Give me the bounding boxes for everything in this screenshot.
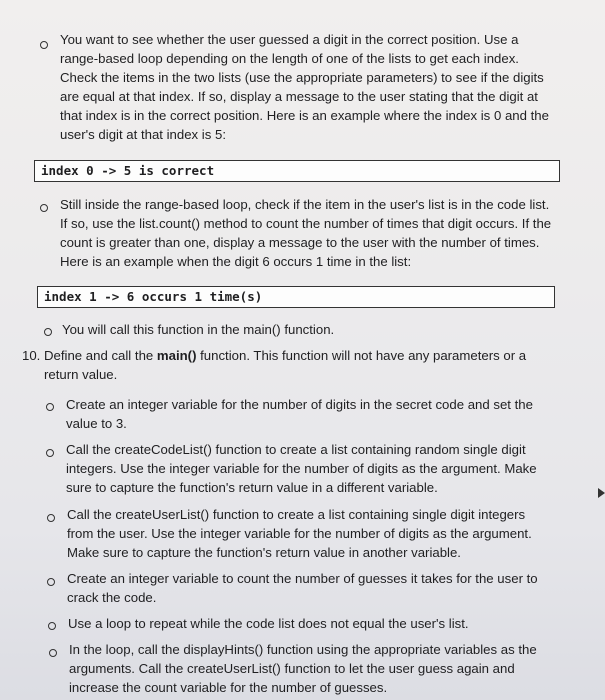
code-example-correct: index 0 -> 5 is correct bbox=[34, 160, 560, 182]
text-main-bold: main() bbox=[156, 348, 197, 363]
sub-item-loop: Use a loop to repeat while the code list does not equal the user's list. bbox=[68, 616, 469, 631]
sub-item-create-user-list: Call the createUserList() function to create a list containing single digit integers from the user. Use the integer variable for the number of digits as the argument. Make sure to capture the function's return value in another variable. bbox=[67, 507, 532, 560]
bullet-icon bbox=[47, 578, 55, 586]
paragraph-define-main bbox=[44, 346, 544, 384]
text-define-rest: function. This function will not have any parameters or a return value. bbox=[44, 348, 527, 382]
list-number-10: 10. bbox=[22, 348, 41, 363]
bullet-icon bbox=[40, 204, 48, 212]
sub-item-display-hints: In the loop, call the displayHints() function using the appropriate variables as the arguments. Call the createUserList() function to let the user guess again and increase the count variable for the number of guesses. bbox=[69, 642, 537, 695]
cursor-arrow-icon bbox=[598, 488, 605, 498]
sub-item-create-code-list: Call the createCodeList() function to create a list containing random single digit integers. Use the integer variable for the number of digits as the argument. Make sure to capture the function's return value in a different variable. bbox=[66, 442, 537, 495]
bullet-icon bbox=[44, 328, 52, 336]
sub-item-guess-count: Create an integer variable to count the number of guesses it takes for the user to crack the code. bbox=[67, 571, 538, 605]
bullet-icon bbox=[46, 449, 54, 457]
code-example-occurs: index 1 -> 6 occurs 1 time(s) bbox=[37, 286, 555, 308]
bullet-icon bbox=[49, 649, 57, 657]
text-define: Define and call the bbox=[44, 348, 157, 363]
bullet-icon bbox=[48, 622, 56, 630]
bullet-icon bbox=[46, 403, 54, 411]
paragraph-call-in-main: You will call this function in the main() function. bbox=[62, 322, 335, 337]
paragraph-index-check: You want to see whether the user guessed a digit in the correct position. Use a range-based loop depending on the length of one of the lists to get each index. Check the items in the two lists (use the appropriate parameters) to see if the digits are equal at that index. If so, display a message to the user stating that the digit at that index is in the correct position. Here is an example where the index is 0 and the user's digit at that index is 5: bbox=[60, 32, 549, 142]
paragraph-count-check: Still inside the range-based loop, check if the item in the user's list is in the code list. If so, use the list.count() method to count the number of times that digit occurs. If the count is greater than one, display a message to the user with the number of times. Here is an example when the digit 6 occurs 1 time in the list: bbox=[60, 197, 552, 269]
bullet-icon bbox=[47, 514, 55, 522]
bullet-icon bbox=[40, 41, 48, 49]
sub-item-digits-variable: Create an integer variable for the number of digits in the secret code and set the value to 3. bbox=[66, 397, 533, 431]
